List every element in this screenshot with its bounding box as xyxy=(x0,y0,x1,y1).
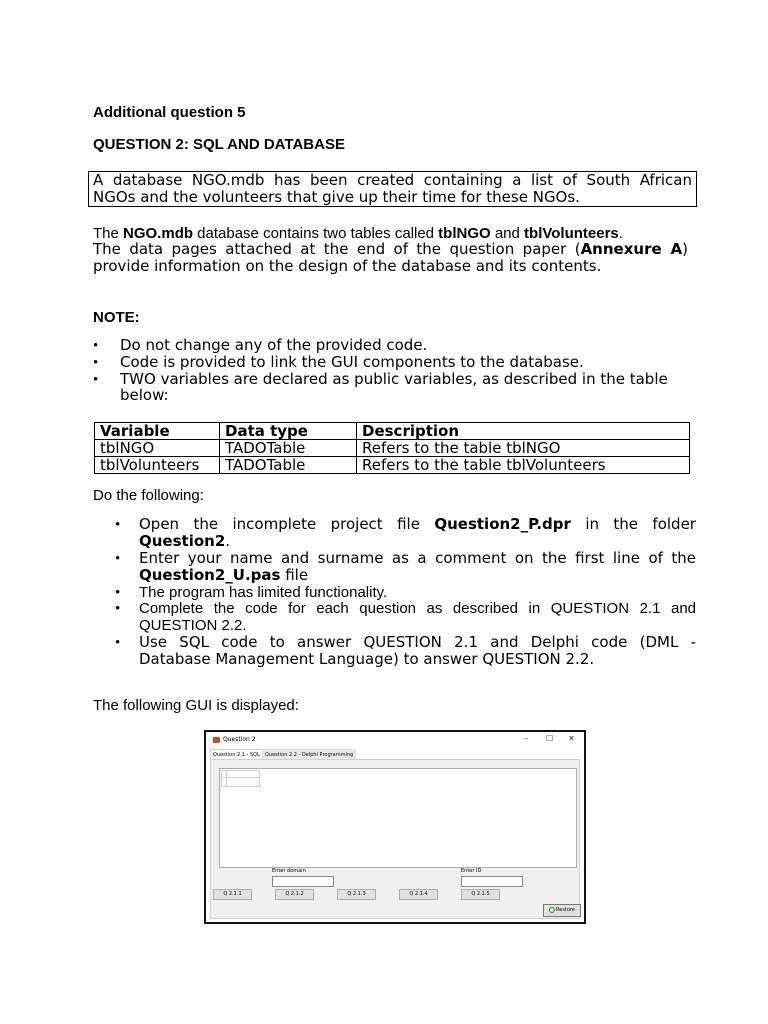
tab-panel xyxy=(210,759,580,919)
bullet-dot: • xyxy=(115,601,121,617)
minimize-icon[interactable]: – xyxy=(524,734,528,743)
bullet-dot: • xyxy=(93,372,99,388)
window-titlebar xyxy=(206,732,584,748)
task-item: The program has limited functionality. xyxy=(139,584,388,601)
db-name: NGO.mdb xyxy=(123,225,194,242)
gui-caption: The following GUI is displayed: xyxy=(93,697,299,714)
task-item: Enter your name and surname as a comment on the first line of the xyxy=(139,549,696,567)
intro-line-2: NGOs and the volunteers that give up their time for these NGOs. xyxy=(93,187,580,206)
annexure-paragraph: The data pages attached at the end of the question paper (Annexure A) provide information on the design of the database and its contents. xyxy=(93,240,688,275)
bullet-dot: • xyxy=(93,355,99,371)
bullet-dot: • xyxy=(115,551,121,567)
variables-table xyxy=(94,422,690,474)
tab-question-2-1[interactable]: Question 2.1 - SQL xyxy=(210,749,263,760)
unit-file-name: Question2_U.pas xyxy=(139,566,281,584)
q-2-1-5-button[interactable]: Q 2.1.5 xyxy=(461,889,500,900)
refresh-icon xyxy=(549,907,555,913)
q-2-1-3-button[interactable]: Q 2.1.3 xyxy=(337,889,376,900)
table-row: tblVolunteers TADOTable Refers to the table tblVolunteers xyxy=(95,457,690,474)
task-item-continued: Database Management Language) to answer QUESTION 2.2. xyxy=(139,650,595,668)
bullet-dot: • xyxy=(115,517,121,533)
q-2-1-1-button[interactable]: Q 2.1.1 xyxy=(213,889,252,900)
intro-box xyxy=(88,171,697,207)
maximize-icon[interactable]: ☐ xyxy=(546,734,554,743)
id-input[interactable] xyxy=(461,876,523,887)
task-item-continued: Question2_U.pas file xyxy=(139,566,309,584)
additional-question-heading: Additional question 5 xyxy=(93,104,246,121)
table-volunteers-name: tblVolunteers xyxy=(524,225,619,242)
bullet-dot: • xyxy=(115,585,121,601)
task-item: Use SQL code to answer QUESTION 2.1 and Delphi code (DML - xyxy=(139,633,696,651)
id-label: Enter ID xyxy=(461,868,482,874)
note-item: Do not change any of the provided code. xyxy=(120,336,428,354)
table-row: tblNGO TADOTable Refers to the table tblNGO xyxy=(95,440,690,457)
header-description: Description xyxy=(357,423,690,440)
tab-question-2-2[interactable]: Question 2.2 - Delphi Programming xyxy=(262,749,356,760)
tables-paragraph: The NGO.mdb database contains two tables called tblNGO and tblVolunteers. xyxy=(93,225,623,242)
task-item: Complete the code for each question as described in QUESTION 2.1 and xyxy=(139,600,696,617)
domain-label: Enter domain xyxy=(272,868,306,874)
note-heading: NOTE: xyxy=(93,309,140,326)
note-item-continued: below: xyxy=(120,386,169,404)
q-2-1-4-button[interactable]: Q 2.1.4 xyxy=(399,889,438,900)
data-grid[interactable] xyxy=(219,768,577,868)
annexure-ref: Annexure A xyxy=(580,240,683,258)
intro-line-1: A database NGO.mdb has been created containing a list of South African xyxy=(93,171,692,189)
restore-button[interactable] xyxy=(543,904,581,917)
table-ngo-name: tblNGO xyxy=(438,225,491,242)
task-item: Open the incomplete project file Question2_P.dpr in the folder xyxy=(139,515,696,533)
bullet-dot: • xyxy=(93,338,99,354)
task-item-continued: QUESTION 2.2. xyxy=(139,617,247,634)
note-item: Code is provided to link the GUI components to the database. xyxy=(120,353,584,371)
header-variable: Variable xyxy=(95,423,220,440)
domain-input[interactable] xyxy=(272,876,334,887)
table-header-row xyxy=(95,423,690,440)
restore-label: Restore xyxy=(556,907,575,913)
do-following-text: Do the following: xyxy=(93,487,204,504)
close-icon[interactable]: ✕ xyxy=(568,734,575,743)
folder-name: Question2 xyxy=(139,532,226,550)
bullet-dot: • xyxy=(115,635,121,651)
app-icon xyxy=(213,737,220,743)
grid-cell xyxy=(226,777,260,787)
gui-window xyxy=(204,730,586,924)
task-item-continued: Question2. xyxy=(139,532,231,550)
note-item: TWO variables are declared as public variables, as described in the table xyxy=(120,370,668,388)
header-data-type: Data type xyxy=(220,423,357,440)
q-2-1-2-button[interactable]: Q 2.1.2 xyxy=(275,889,314,900)
project-file-name: Question2_P.dpr xyxy=(434,515,571,533)
question-heading: QUESTION 2: SQL AND DATABASE xyxy=(93,136,345,153)
window-title: Question 2 xyxy=(223,736,256,743)
